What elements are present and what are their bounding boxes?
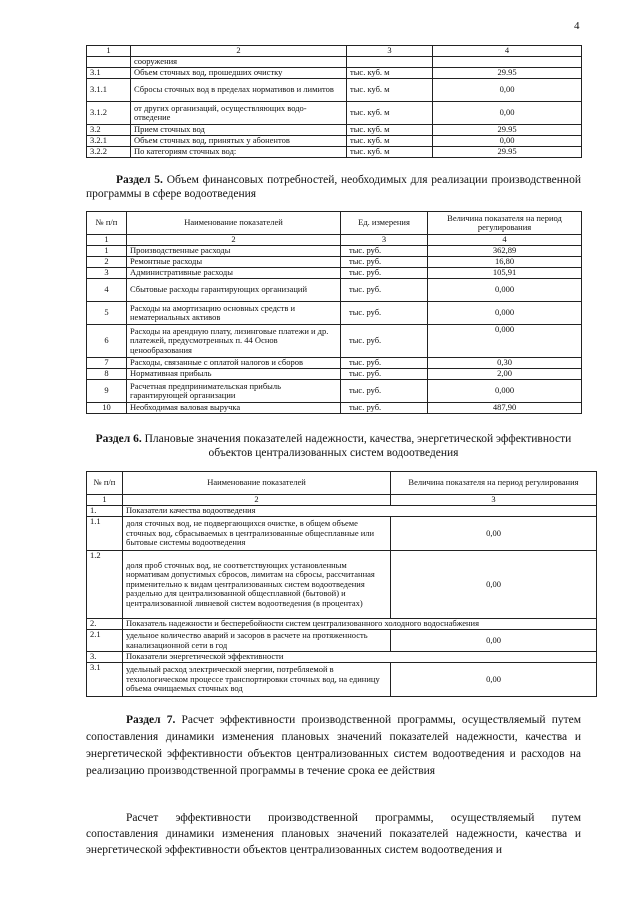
row-number-cell [87,57,131,68]
indicator-name-cell: сооружения [131,57,347,68]
value-cell [433,57,582,68]
closing-paragraph: Расчет эффективности производственной программы, осуществляемый путем сопоставления динамики изменения плановых значений показателей надежности, качества и энергетической эффективности объектов централизованных систем водоотведения и [86,812,581,856]
column-number-cell: 2 [131,46,347,57]
indicator-name-cell: Расходы на арендную плату, лизинговые платежи и др. платежей, предусмотренных п. 44 Основ ценообразования [127,325,341,358]
unit-cell: тыс. руб. [341,246,428,257]
unit-cell: тыс. куб. м [347,136,433,147]
indicator-name-cell: Прием сточных вод [131,125,347,136]
table-row [87,325,582,358]
table-column-numbers-row [87,235,582,246]
table-row [87,380,582,403]
row-number-cell: 10 [87,403,127,414]
column-number-cell: 1 [87,495,123,506]
value-cell: 0,00 [391,630,597,652]
table-row [87,630,597,652]
value-cell: 0,000 [428,325,582,358]
row-number-cell: 3.2.2 [87,147,131,158]
table-row [87,403,582,414]
value-cell: 29.95 [433,125,582,136]
table-header-row [87,212,582,235]
table-row [87,279,582,302]
row-number-cell: 3.2 [87,125,131,136]
table-row [87,57,582,68]
row-number-cell: 3.1 [87,68,131,79]
indicator-name-cell: Сбросы сточных вод в пределах нормативов и лимитов [131,79,347,102]
row-number-cell: 3.2.1 [87,136,131,147]
value-cell: 29.95 [433,147,582,158]
table-row [87,302,582,325]
row-number-cell: 9 [87,380,127,403]
column-number-cell: 1 [87,235,127,246]
value-cell: 2,00 [428,369,582,380]
table-group-row [87,619,597,630]
row-number-cell: 1.2 [87,551,123,619]
indicator-name-cell: Необходимая валовая выручка [127,403,341,414]
header-value-cell: Величина показателя на период регулирования [391,472,597,495]
unit-cell: тыс. руб. [341,380,428,403]
header-name-cell: Наименование показателей [123,472,391,495]
header-unit-cell: Ед. измерения [341,212,428,235]
table-row [87,551,597,619]
value-cell: 0,000 [428,380,582,403]
unit-cell: тыс. руб. [341,257,428,268]
row-number-cell: 2.1 [87,630,123,652]
column-number-cell: 2 [123,495,391,506]
unit-cell: тыс. руб. [341,279,428,302]
indicator-name-cell: удельное количество аварий и засоров в расчете на протяженность канализационной сети в год [123,630,391,652]
indicator-name-cell: Объем сточных вод, принятых у абонентов [131,136,347,147]
table-header-row [87,46,582,57]
table-wastewater-volumes [86,45,582,158]
value-cell: 0,00 [433,136,582,147]
row-number-cell: 1.1 [87,517,123,551]
unit-cell: тыс. руб. [341,403,428,414]
column-number-cell: 3 [347,46,433,57]
table-row [87,68,582,79]
unit-cell: тыс. куб. м [347,147,433,158]
table-row [87,147,582,158]
value-cell: 0,000 [428,302,582,325]
row-number-cell: 3 [87,268,127,279]
table-row [87,246,582,257]
row-number-cell: 5 [87,302,127,325]
value-cell: 0,00 [433,79,582,102]
row-number-cell: 2. [87,619,123,630]
row-number-cell: 3. [87,652,123,663]
row-number-cell: 8 [87,369,127,380]
indicator-name-cell: Производственные расходы [127,246,341,257]
indicator-name-cell: Расчетная предпринимательская прибыль гарантирующей организации [127,380,341,403]
table-header-row [87,472,597,495]
group-name-cell: Показатели качества водоотведения [123,506,597,517]
row-number-cell: 2 [87,257,127,268]
indicator-name-cell: Расходы на амортизацию основных средств и нематериальных активов [127,302,341,325]
value-cell: 0,000 [428,279,582,302]
indicator-name-cell: доля проб сточных вод, не соответствующих установленным нормативам допустимых сбросов, лимитам на сбросы, рассчитанная применительно к видам централизованных систем водоотведения раздельно для централизованной общесплавной (бытовой) и централизованной ливневой систем водоотведения (в процентах) [123,551,391,619]
value-cell: 105,91 [428,268,582,279]
indicator-name-cell: Расходы, связанные с оплатой налогов и сборов [127,358,341,369]
table-row [87,358,582,369]
section-6-heading: Раздел 6. Плановые значения показателей надежности, качества, энергетической эффективности объектов централизованных систем водоотведения [95,433,572,459]
indicator-name-cell: Сбытовые расходы гарантирующих организаций [127,279,341,302]
table-row [87,257,582,268]
unit-cell: тыс. руб. [341,325,428,358]
unit-cell: тыс. куб. м [347,68,433,79]
value-cell: 362,89 [428,246,582,257]
indicator-name-cell: удельный расход электрической энергии, потребляемой в технологическом процессе транспортировки сточных вод, на единицу объема очищаемых сточных вод [123,663,391,697]
row-number-cell: 7 [87,358,127,369]
table-financial-needs [86,211,582,414]
header-value-cell: Величина показателя на период регулирования [428,212,582,235]
row-number-cell: 6 [87,325,127,358]
indicator-name-cell: Административные расходы [127,268,341,279]
column-number-cell: 3 [341,235,428,246]
unit-cell: тыс. куб. м [347,125,433,136]
indicator-name-cell: Объем сточных вод, прошедших очистку [131,68,347,79]
unit-cell [347,57,433,68]
value-cell: 0,00 [391,551,597,619]
indicator-name-cell: Ремонтные расходы [127,257,341,268]
indicator-name-cell: от других организаций, осуществляющих водо-отведение [131,102,347,125]
table-row [87,79,582,102]
value-cell: 0,00 [391,517,597,551]
value-cell: 0,30 [428,358,582,369]
row-number-cell: 4 [87,279,127,302]
row-number-cell: 3.1.2 [87,102,131,125]
row-number-cell: 3.1 [87,663,123,697]
row-number-cell: 3.1.1 [87,79,131,102]
row-number-cell: 1 [87,246,127,257]
group-name-cell: Показатель надежности и бесперебойности систем централизованного холодного водоснабжения [123,619,597,630]
table-row [87,268,582,279]
unit-cell: тыс. руб. [341,268,428,279]
unit-cell: тыс. руб. [341,369,428,380]
table-row [87,136,582,147]
page-number: 4 [574,20,580,32]
table-row [87,102,582,125]
header-name-cell: Наименование показателей [127,212,341,235]
unit-cell: тыс. куб. м [347,102,433,125]
column-number-cell: 4 [428,235,582,246]
header-num-cell: № п/п [87,472,123,495]
value-cell: 0,00 [433,102,582,125]
table-group-row [87,506,597,517]
row-number-cell: 1. [87,506,123,517]
column-number-cell: 1 [87,46,131,57]
unit-cell: тыс. руб. [341,358,428,369]
section-7-heading: Раздел 7. Расчет эффективности производственной программы, осуществляемый путем сопоставления динамики изменения плановых значений показателей надежности, качества и энергетической эффективности объектов централизованных систем водоотведения и расходов на реализацию производственной программы в течение срока ее действия [86,714,582,777]
indicator-name-cell: Нормативная прибыль [127,369,341,380]
group-name-cell: Показатели энергетической эффективности [123,652,597,663]
value-cell: 16,80 [428,257,582,268]
column-number-cell: 3 [391,495,597,506]
value-cell: 29.95 [433,68,582,79]
value-cell: 0,00 [391,663,597,697]
section-5-heading: Раздел 5. Объем финансовых потребностей, необходимых для реализации производственной программы в сфере водоотведения [86,174,581,200]
table-row [87,517,597,551]
value-cell: 487,90 [428,403,582,414]
table-row [87,369,582,380]
table-group-row [87,652,597,663]
unit-cell: тыс. куб. м [347,79,433,102]
table-row [87,125,582,136]
indicator-name-cell: доля сточных вод, не подвергающихся очистке, в общем объеме сточных вод, сбрасываемых в централизованные общесплавные или бытовые системы водоотведения [123,517,391,551]
column-number-cell: 2 [127,235,341,246]
unit-cell: тыс. руб. [341,302,428,325]
header-num-cell: № п/п [87,212,127,235]
indicator-name-cell: По категориям сточных вод: [131,147,347,158]
table-row [87,663,597,697]
table-column-numbers-row [87,495,597,506]
table-reliability-indicators [86,471,597,697]
column-number-cell: 4 [433,46,582,57]
